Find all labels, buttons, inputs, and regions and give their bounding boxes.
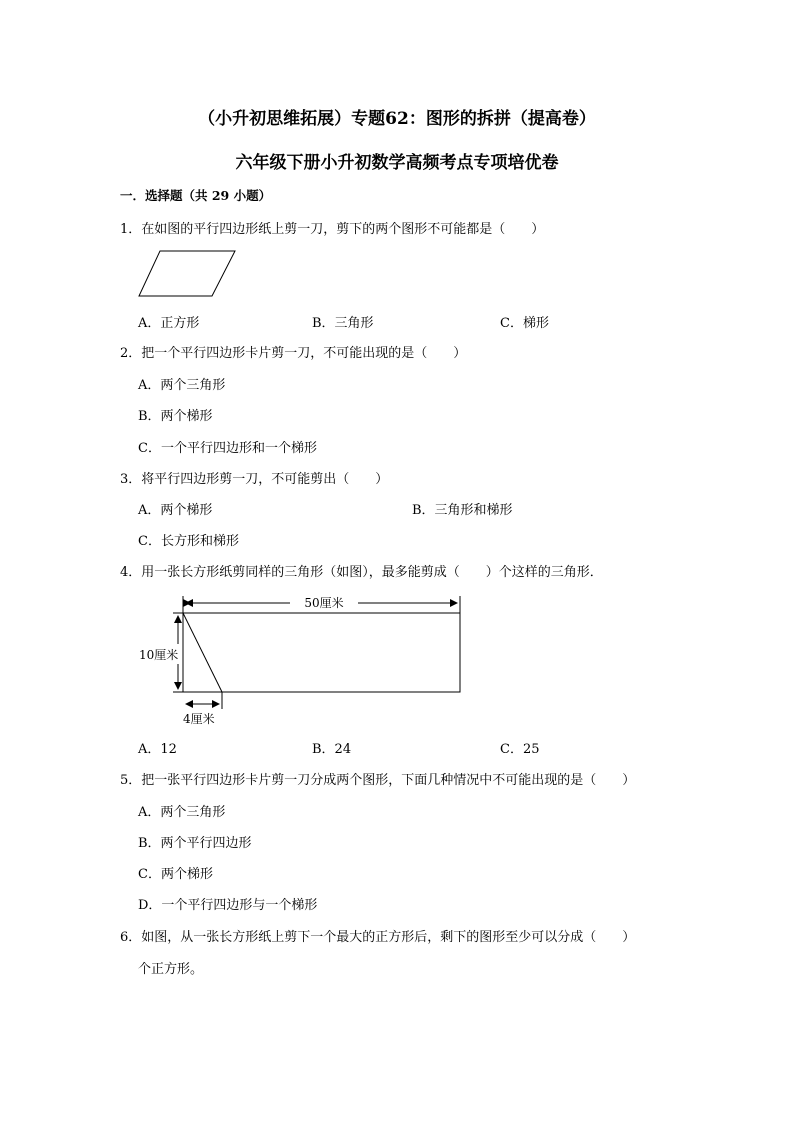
base-label: 4厘米 [183,712,215,726]
question-5-option-b: B．两个平行四边形 [138,836,252,851]
question-6-stem-continued: 个正方形。 [138,962,204,977]
question-1-option-a: A．正方形 [138,316,200,331]
question-4-option-a: A．12 [138,742,177,757]
question-2-option-c: C．一个平行四边形和一个梯形 [138,441,317,456]
parallelogram-figure [138,250,238,300]
rectangle-triangle-figure [130,592,470,732]
question-2-option-b: B．两个梯形 [138,409,213,424]
question-3-option-c: C．长方形和梯形 [138,534,239,549]
question-5-option-a: A．两个三角形 [138,805,226,820]
paper-rectangle [183,613,460,692]
height-label: 10厘米 [139,648,179,662]
question-1-option-c: C．梯形 [500,316,549,331]
question-2-option-a: A．两个三角形 [138,378,226,393]
question-3-stem: 3．将平行四边形剪一刀，不可能剪出（ ） [120,472,389,487]
question-5-stem: 5．把一张平行四边形卡片剪一刀分成两个图形，下面几种情况中不可能出现的是（ ） [120,773,636,788]
question-3-option-b: B．三角形和梯形 [412,503,513,518]
question-1-option-b: B．三角形 [312,316,374,331]
question-4-option-c: C．25 [500,742,540,757]
question-4-option-b: B．24 [312,742,352,757]
question-3-option-a: A．两个梯形 [138,503,213,518]
width-label: 50厘米 [304,596,344,610]
page-title: （小升初思维拓展）专题62：图形的拆拼（提高卷） [198,109,596,129]
section-heading: 一．选择题（共 29 小题） [120,188,272,203]
triangle-edge [183,613,222,692]
page-subtitle: 六年级下册小升初数学高频考点专项培优卷 [235,153,559,173]
question-4-stem: 4．用一张长方形纸剪同样的三角形（如图），最多能剪成（ ）个这样的三角形． [120,565,603,580]
question-2-stem: 2．把一个平行四边形卡片剪一刀，不可能出现的是（ ） [120,346,467,361]
question-6-stem: 6．如图，从一张长方形纸上剪下一个最大的正方形后，剩下的图形至少可以分成（ ） [120,930,636,945]
question-5-option-c: C．两个梯形 [138,867,213,882]
question-5-option-d: D．一个平行四边形与一个梯形 [138,898,318,913]
question-1-stem: 1．在如图的平行四边形纸上剪一刀，剪下的两个图形不可能都是（ ） [120,222,545,237]
